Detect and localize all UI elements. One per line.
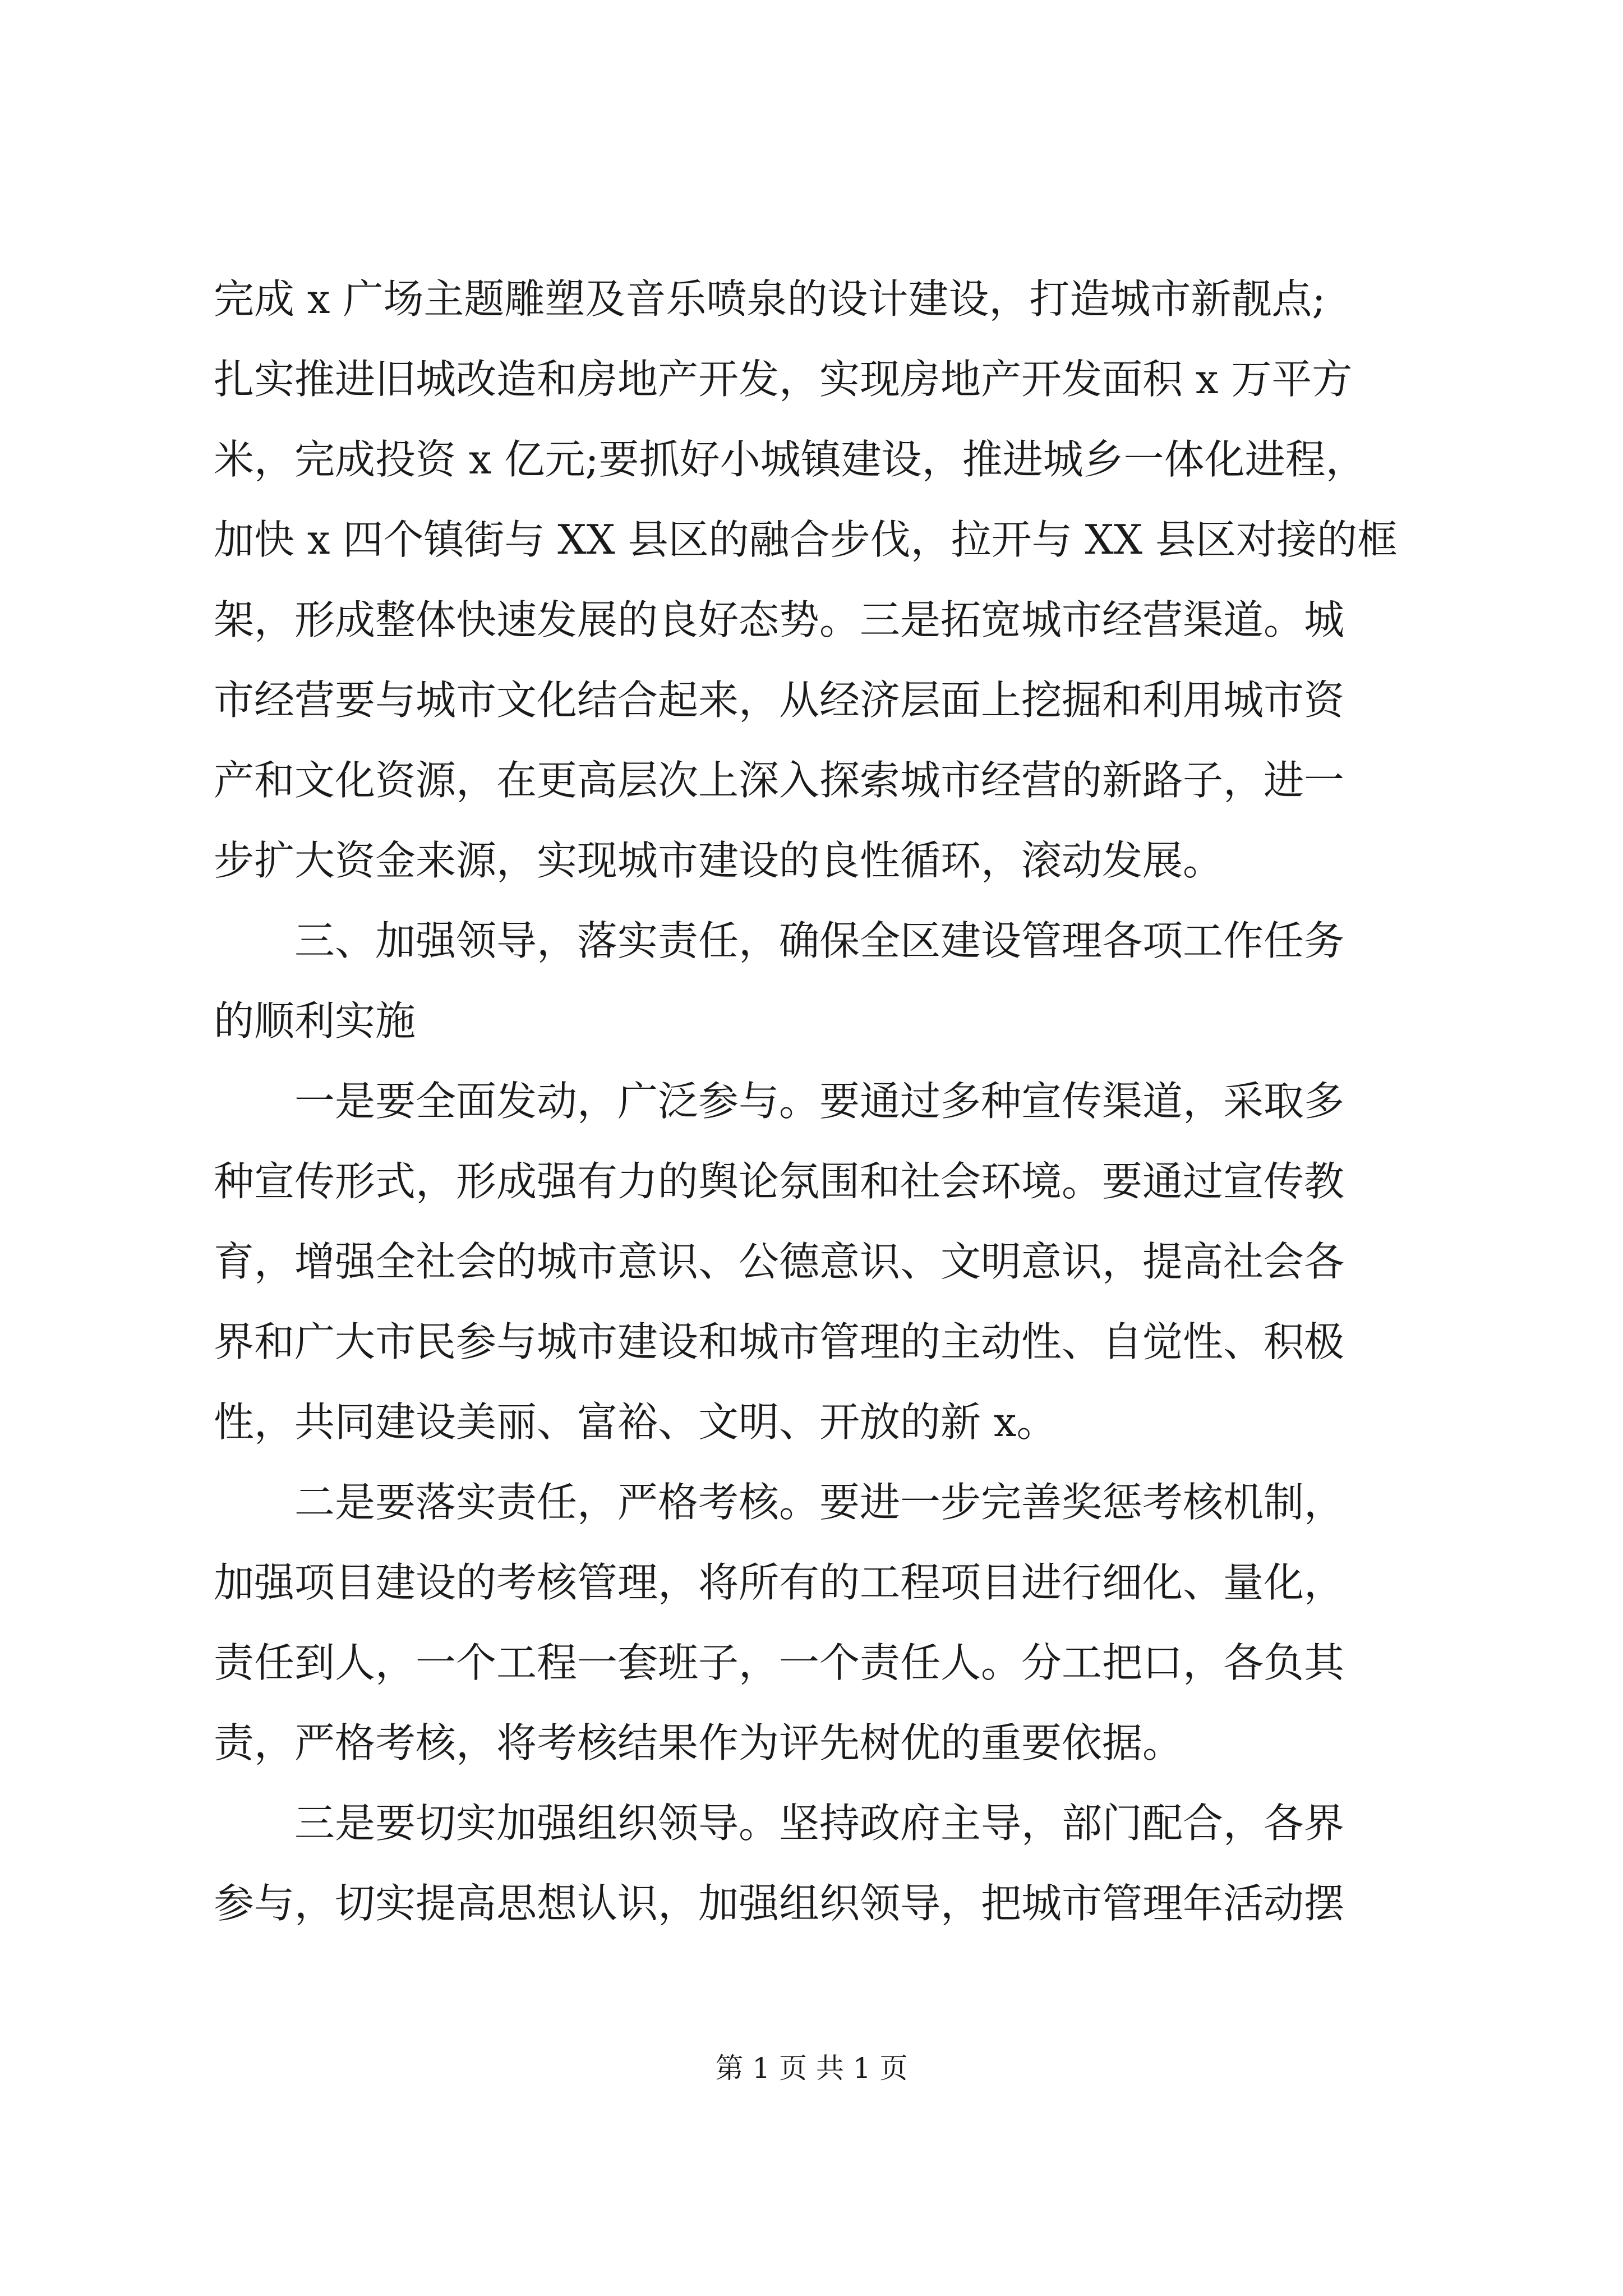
text-line: 完成 x 广场主题雕塑及音乐喷泉的设计建设，打造城市新靓点;	[214, 275, 1326, 323]
text-line: 二是要落实责任，严格考核。要进一步完善奖惩考核机制，	[294, 1479, 1345, 1526]
section-heading	[214, 901, 1425, 1061]
paragraph-4	[214, 1462, 1425, 1783]
text-line: 责，严格考核，将考核结果作为评先树优的重要依据。	[214, 1719, 1183, 1766]
text-line: 米，完成投资 x 亿元;要抓好小城镇建设，推进城乡一体化进程，	[214, 436, 1366, 483]
text-line: 种宣传形式，形成强有力的舆论氛围和社会环境。要通过宣传教	[214, 1158, 1345, 1205]
text-line: 三是要切实加强组织领导。坚持政府主导，部门配合，各界	[294, 1800, 1345, 1847]
page-number-footer: 第 1 页 共 1 页	[715, 2052, 908, 2085]
text-line: 三、加强领导，落实责任，确保全区建设管理各项工作任务	[294, 917, 1345, 964]
text-line: 的顺利实施	[214, 997, 416, 1045]
text-line: 加强项目建设的考核管理，将所有的工程项目进行细化、量化，	[214, 1559, 1345, 1606]
text-line: 加快 x 四个镇街与 XX 县区的融合步伐，拉开与 XX 县区对接的框	[214, 516, 1398, 563]
text-line: 架，形成整体快速发展的良好态势。三是拓宽城市经营渠道。城	[214, 596, 1345, 643]
document-body	[214, 259, 1425, 1944]
text-line: 产和文化资源，在更高层次上深入探索城市经营的新路子，进一	[214, 757, 1345, 804]
text-line: 责任到人，一个工程一套班子，一个责任人。分工把口，各负其	[214, 1639, 1345, 1686]
text-line: 育，增强全社会的城市意识、公德意识、文明意识，提高社会各	[214, 1238, 1345, 1285]
text-line: 扎实推进旧城改造和房地产开发，实现房地产开发面积 x 万平方	[214, 356, 1353, 403]
text-line: 界和广大市民参与城市建设和城市管理的主动性、自觉性、积极	[214, 1318, 1345, 1365]
text-line: 参与，切实提高思想认识，加强组织领导，把城市管理年活动摆	[214, 1880, 1345, 1927]
paragraph-3	[214, 1061, 1425, 1462]
text-line: 性，共同建设美丽、富裕、文明、开放的新 x。	[214, 1398, 1057, 1446]
text-line: 步扩大资金来源，实现城市建设的良性循环，滚动发展。	[214, 837, 1224, 884]
text-line: 一是要全面发动，广泛参与。要通过多种宣传渠道，采取多	[294, 1078, 1345, 1125]
text-line: 市经营要与城市文化结合起来，从经济层面上挖掘和利用城市资	[214, 677, 1345, 724]
paragraph-5	[214, 1783, 1425, 1944]
paragraph-1	[214, 259, 1425, 901]
